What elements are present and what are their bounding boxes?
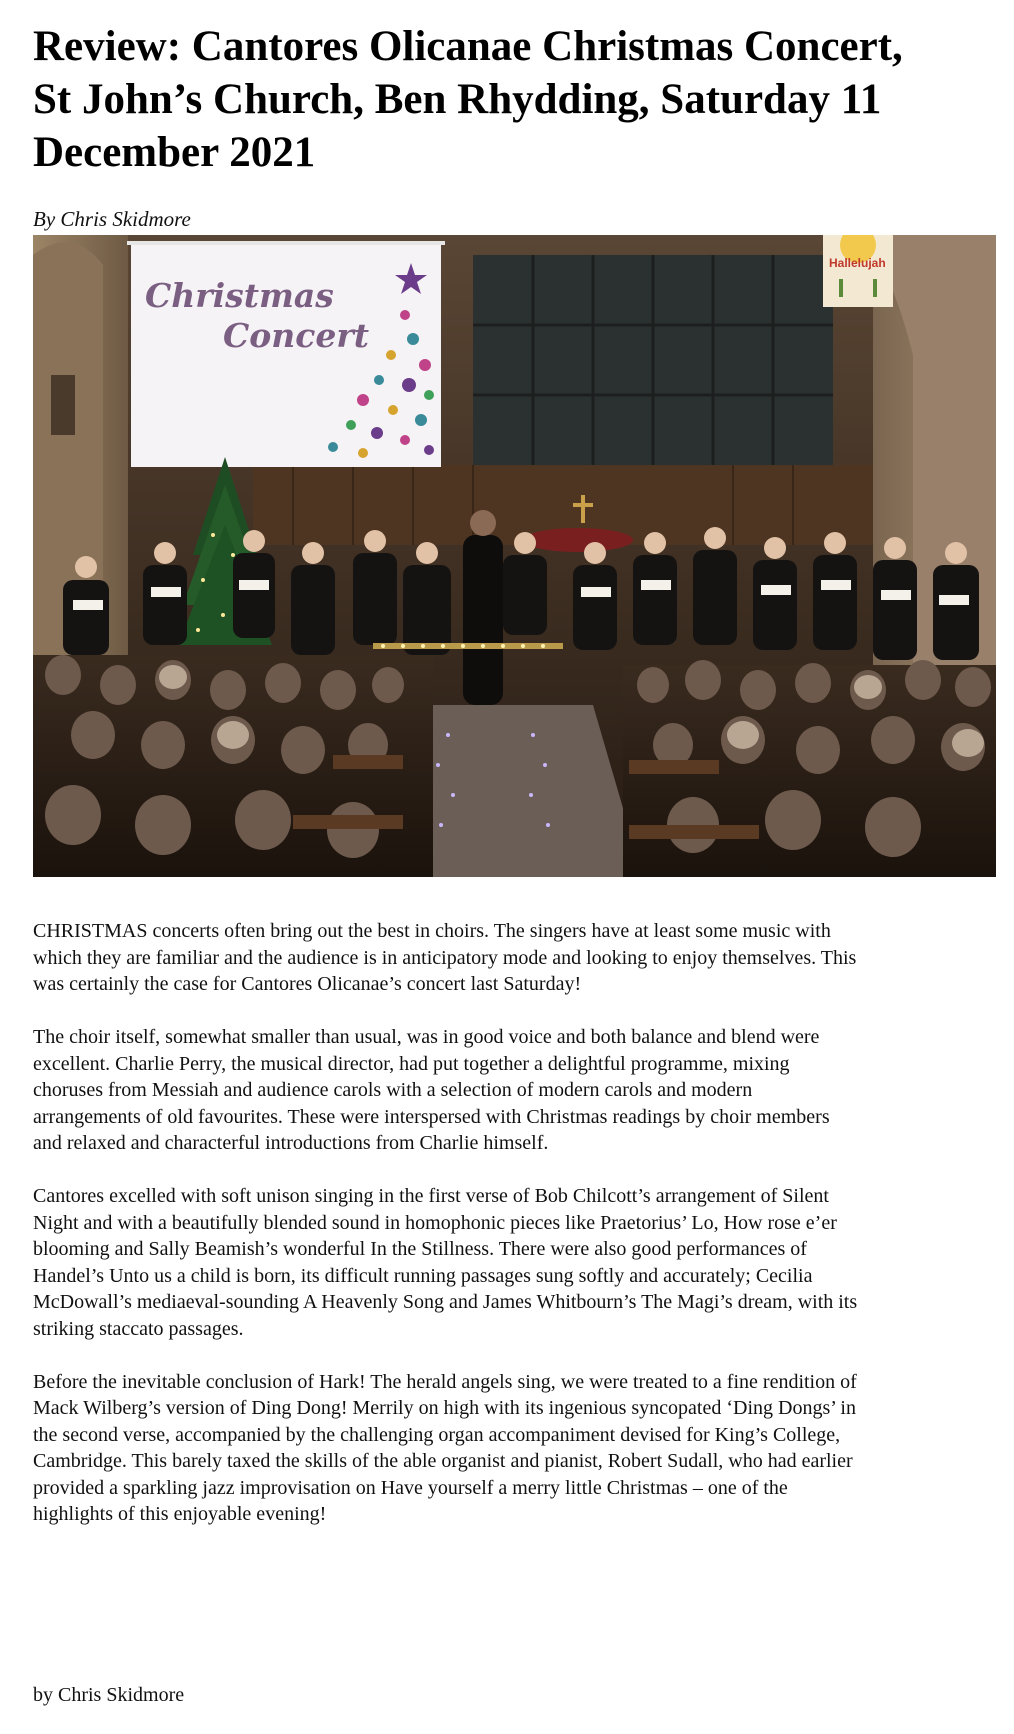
concert-photo [33,235,996,877]
screen-text-christmas: Christmas [145,276,334,315]
paragraph-2: The choir itself, somewhat smaller than usual, was in good voice and both balance and blend were excellent. Charlie Perry, the musical director, had put together a delightful programme, mixing choruses from Messiah and audience carols with a selection of modern carols and modern arrangements of old favourites. These were interspersed with Christmas readings by choir members and relaxed and characterful introductions from Charlie himself. [33,1026,830,1154]
byline-bottom: by Chris Skidmore [33,1684,185,1706]
concert-photo-illustration [33,235,996,877]
screen-text-concert: Concert [223,316,369,355]
paragraph-1: CHRISTMAS concerts often bring out the best in choirs. The singers have at least some music with which they are familiar and the audience is in anticipatory mode and looking to enjoy themselves. This was certainly the case for Cantores Olicanae’s concert last Saturday! [33,920,857,995]
paragraph-4: Before the inevitable conclusion of Hark! The herald angels sing, we were treated to a fine rendition of Mack Wilberg’s version of Ding Dong! Merrily on high with its ingenious syncopated ‘Ding Dongs’ in the second verse, accompanied by the challenging organ accompaniment devised for King’s College, Cambridge. This barely taxed the skills of the able organist and pianist, Robert Sudall, who had earlier provided a sparkling jazz improvisation on Have yourself a merry little Christmas – one of the highlights of this enjoyable evening! [33,1370,857,1525]
banner-text: Hallelujah [829,256,886,270]
byline-top: By Chris Skidmore [33,207,191,231]
conductor-figure [463,510,503,705]
article-body [33,918,863,1554]
article-title: Review: Cantores Olicanae Christmas Concert, St John’s Church, Ben Rhydding, Saturday 11 December 2021 [33,23,903,176]
paragraph-3: Cantores excelled with soft unison singing in the first verse of Bob Chilcott’s arrangement of Silent Night and with a beautifully blended sound in homophonic pieces like Praetorius’ Lo, How rose e’er blooming and Sally Beamish’s wonderful In the Stillness. There were also good performances of Handel’s Unto us a child is born, its difficult running passages sung softly and accurately; Cecilia McDowall’s mediaeval-sounding A Heavenly Song and James Whitbourn’s The Magi’s dream, with its striking staccato passages. [33,1185,858,1340]
